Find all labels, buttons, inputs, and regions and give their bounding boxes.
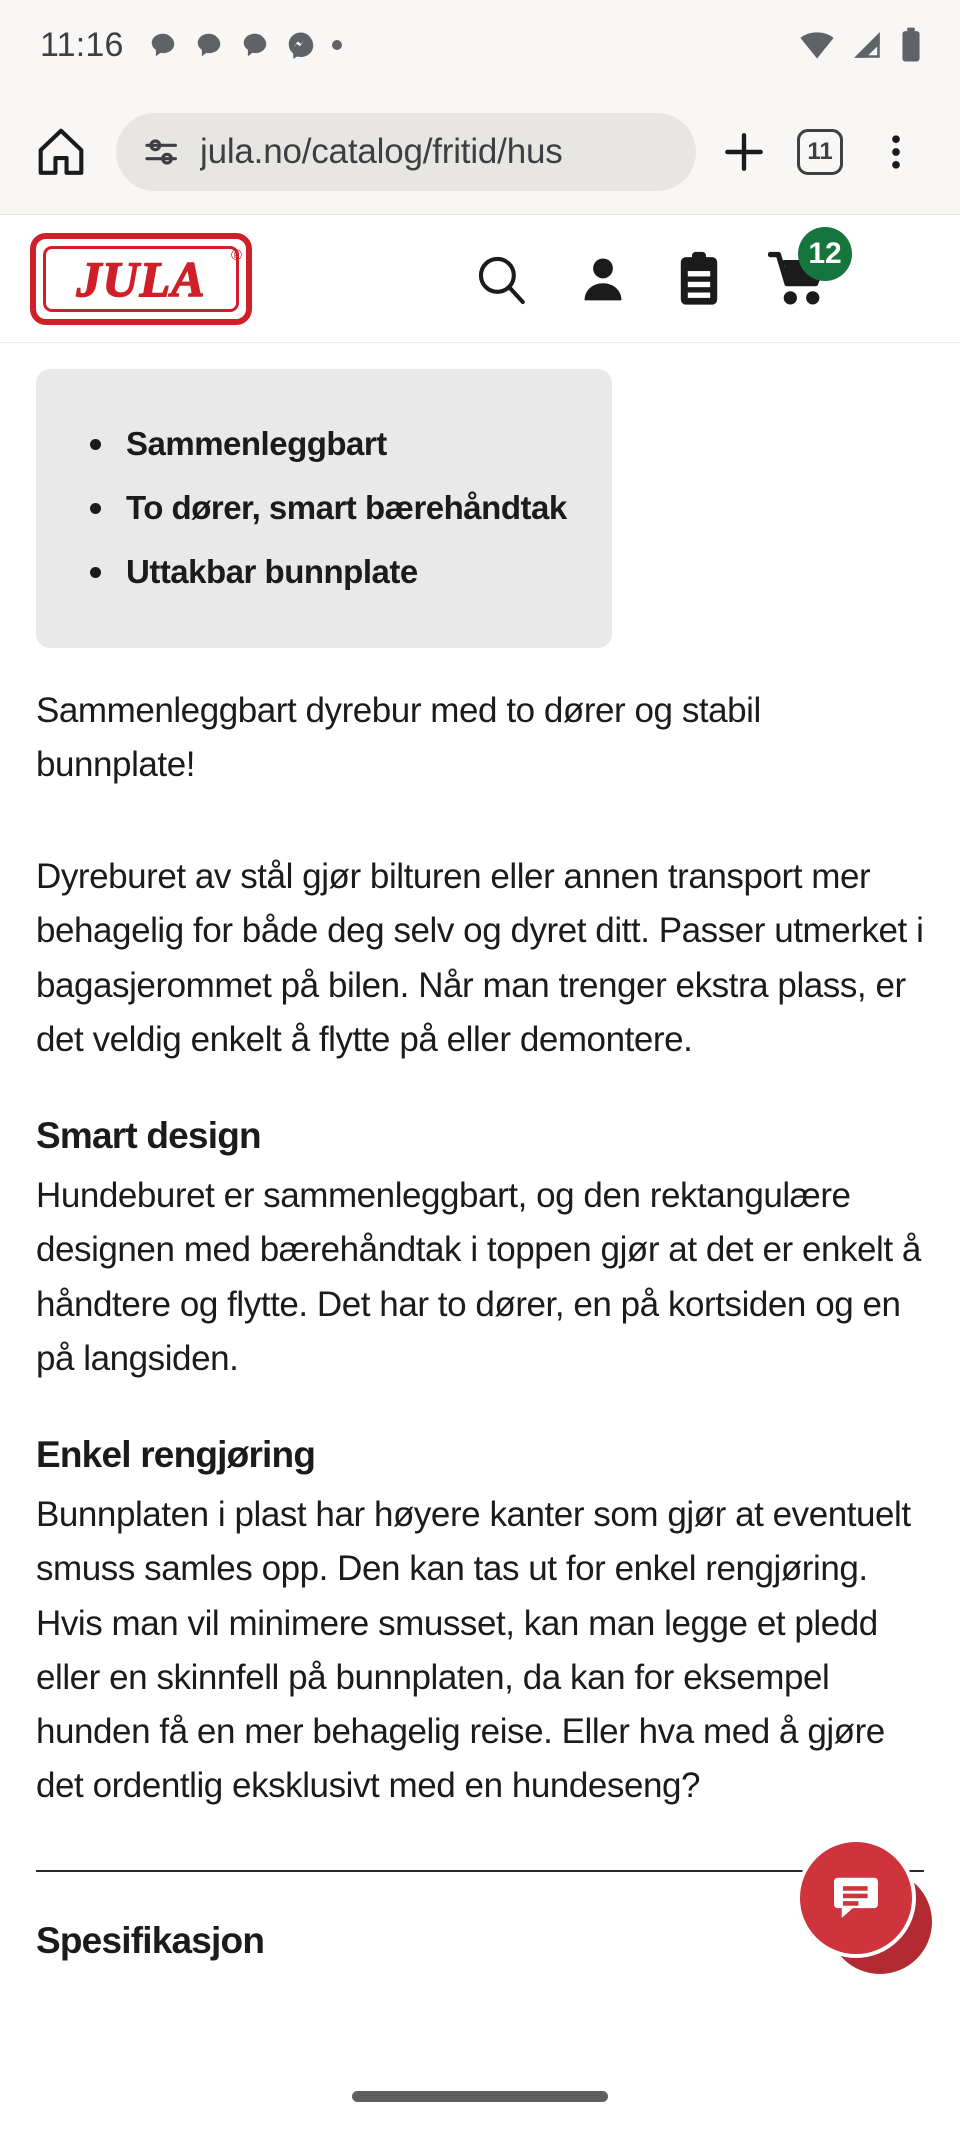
url-bar[interactable] — [116, 113, 696, 191]
registered-trademark-icon: ® — [230, 246, 242, 264]
tab-count-label: 11 — [797, 129, 843, 175]
chat-bubble-icon — [240, 30, 270, 60]
three-dot-menu-icon — [874, 130, 918, 174]
jula-logo-inner-border — [43, 246, 242, 312]
section-heading-spesifikasjon: Spesifikasjon — [36, 1919, 265, 1961]
clipboard-icon — [676, 251, 722, 307]
browser-toolbar — [0, 90, 960, 215]
cart-button[interactable] — [768, 236, 842, 307]
battery-icon — [898, 26, 924, 64]
search-icon — [472, 250, 530, 308]
chat-bubble-icon — [194, 30, 224, 60]
url-text: jula.no/catalog/fritid/hus — [200, 132, 563, 171]
shopping-list-button[interactable] — [676, 251, 722, 307]
hamburger-menu-button[interactable] — [876, 258, 930, 299]
chat-widget[interactable] — [796, 1838, 932, 1974]
android-navigation-bar — [0, 2060, 960, 2133]
list-item: Sammenleggbart — [36, 421, 612, 467]
section-heading-enkel-rengjoring: Enkel rengjøring — [36, 1434, 316, 1476]
tab-switcher-button[interactable] — [782, 114, 858, 190]
home-button[interactable] — [24, 115, 98, 189]
new-tab-button[interactable] — [706, 114, 782, 190]
product-description-text: Dyreburet av stål gjør bilturen eller annen transport mer behagelig for både deg selv og dyret ditt. Passer utmerket i bagasjerommet på bilen. Når man trenger ekstra plass, er det veldig enkelt å flytte på eller demontere. — [36, 857, 924, 1059]
cellular-signal-icon — [850, 28, 884, 62]
plus-icon — [719, 127, 769, 177]
home-icon — [32, 123, 90, 181]
section-body-smart-design: Hundeburet er sammenleggbart, og den rektangulære designen med bærehåndtak i toppen gjør at det er enkelt å håndtere og flytte. Det har to dører, en på kortsiden og en på langsiden. — [36, 1176, 921, 1378]
product-intro-text: Sammenleggbart dyrebur med to dører og stabil bunnplate! — [36, 690, 761, 784]
account-button[interactable] — [576, 252, 630, 306]
section-body-enkel-rengjoring: Bunnplaten i plast har høyere kanter som gjør at eventuelt smuss samles opp. Den kan tas ut for enkel rengjøring. Hvis man vil minimere smusset, kan man legge et pledd eller en skinnfell på bunnplaten, da kan for eksempel hunden få en mer behagelig reise. Eller hva med å gjøre det ordentlig eksklusivt med en hundeseng? — [36, 1495, 911, 1806]
person-icon — [576, 252, 630, 306]
chat-widget-button[interactable] — [796, 1838, 916, 1958]
section-divider — [36, 1870, 924, 1872]
jula-logo[interactable] — [30, 233, 252, 325]
list-item: To dører, smart bærehåndtak — [36, 485, 612, 531]
chat-message-icon — [827, 1869, 885, 1927]
site-header-actions — [472, 236, 932, 308]
cart-badge: 12 — [798, 227, 852, 281]
wifi-icon — [798, 26, 836, 64]
section-heading-smart-design: Smart design — [36, 1115, 261, 1157]
chat-bubble-icon — [148, 30, 178, 60]
product-highlights-box — [36, 369, 612, 648]
messenger-icon — [286, 30, 316, 60]
product-highlights-list — [36, 421, 612, 596]
search-button[interactable] — [472, 250, 530, 308]
browser-menu-button[interactable] — [858, 114, 934, 190]
site-header — [0, 215, 960, 343]
status-bar-notification-icons — [148, 30, 342, 60]
tune-icon[interactable] — [142, 132, 182, 172]
status-bar-clock: 11:16 — [40, 25, 124, 64]
more-notifications-dot-icon — [332, 40, 342, 50]
status-bar-system-icons — [798, 26, 924, 64]
jula-logo-text: JULA — [76, 250, 206, 307]
gesture-nav-pill[interactable] — [352, 2091, 608, 2102]
product-description-content — [0, 343, 960, 2060]
list-item: Uttakbar bunnplate — [36, 549, 612, 595]
status-bar — [0, 0, 960, 90]
